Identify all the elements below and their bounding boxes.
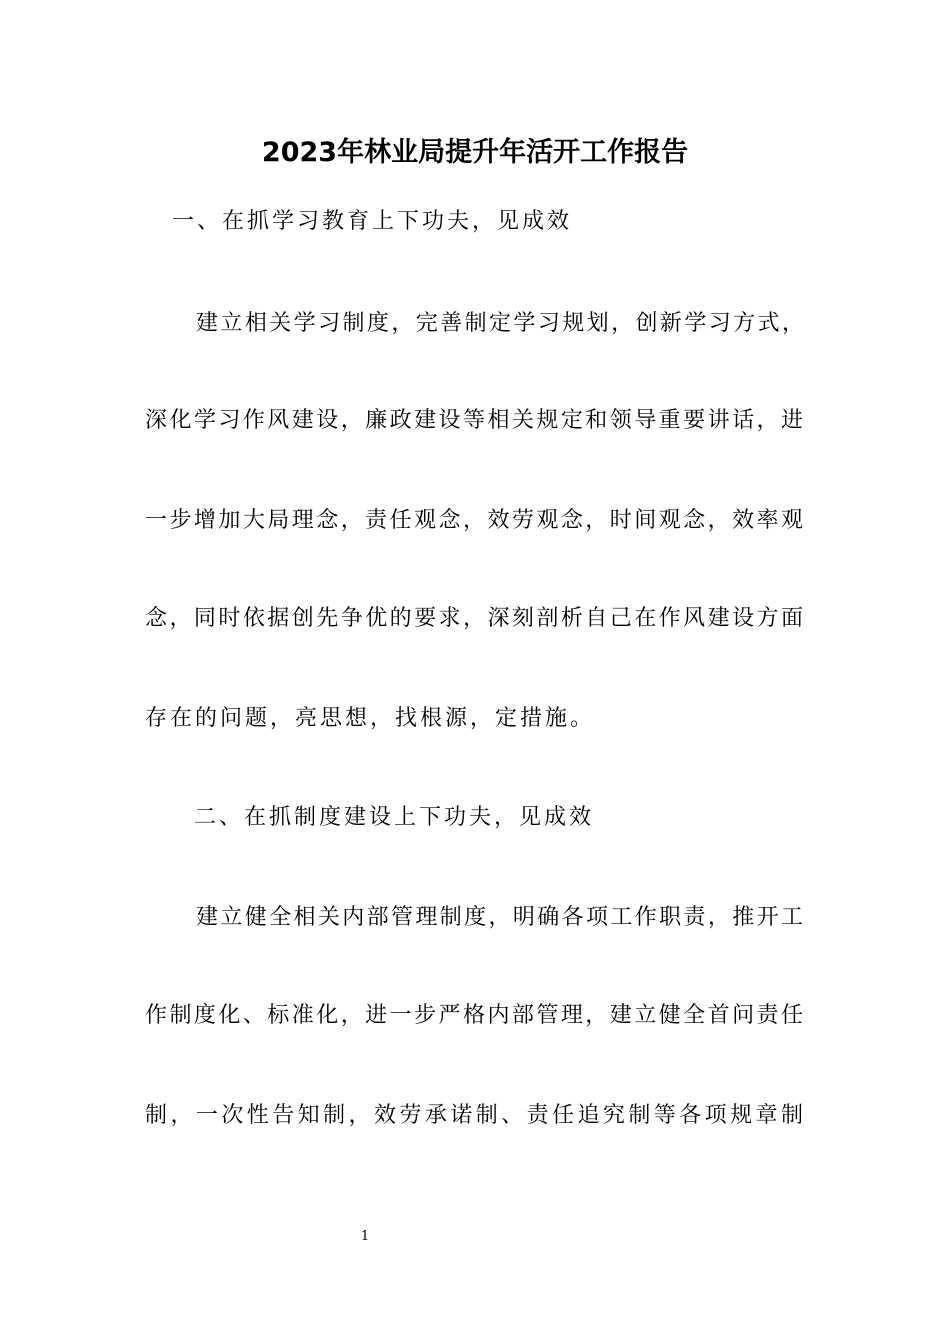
- paragraph-line: 一步增加大局理念，责任观念，效劳观念，时间观念，效率观: [145, 508, 803, 533]
- paragraph-line: 深化学习作风建设，廉政建设等相关规定和领导重要讲话，进: [145, 408, 803, 433]
- paragraph-line: 建立相关学习制度，完善制定学习规划，创新学习方式，: [196, 311, 804, 336]
- section-heading-1: 一、在抓学习教育上下功夫，见成效: [172, 209, 573, 234]
- paragraph-line: 存在的问题，亮思想，找根源，定措施。: [145, 706, 596, 731]
- document-title: 2023年林业局提升年活开工作报告: [261, 137, 689, 168]
- paragraph-line: 建立健全相关内部管理制度，明确各项工作职责，推开工: [196, 905, 803, 930]
- paragraph-line: 念，同时依据创先争优的要求，深刻剖析自己在作风建设方面: [145, 606, 803, 631]
- section-heading-2: 二、在抓制度建设上下功夫，见成效: [194, 805, 595, 830]
- page-number: 1: [360, 1229, 370, 1244]
- paragraph-line: 制，一次性告知制，效劳承诺制、责任追究制等各项规章制: [145, 1103, 803, 1128]
- paragraph-line: 作制度化、标准化，进一步严格内部管理，建立健全首问责任: [145, 1003, 803, 1028]
